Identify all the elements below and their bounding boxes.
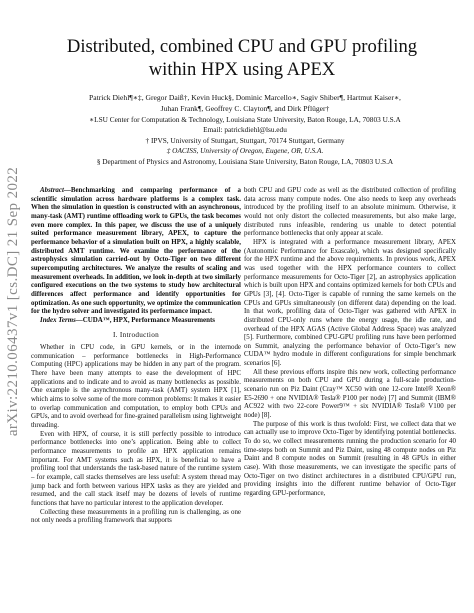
paper-title bbox=[30, 35, 454, 81]
body-paragraph: Even with HPX, of course, it is still perfectly possible to introduce performance bottlenecks into one’s application. Being able to collect performance measurements to profile an HPX application remains important. For AMT systems such as HPX, it is beneficial to have a profiling tool that understands the task-based nature of the runtime system – for example, call stacks themselves are less useful: A system thread may jump back and forth between various HPX tasks as they are yielded and resumed, and the call stack itself may be dozens of levels of runtime functions that have no particular interest to the application developer. bbox=[31, 429, 241, 507]
authors-line-1: Patrick Diehl¶∗‡, Gregor Daiß†, Kevin Huck§, Dominic Marcello∗, Sagiv Shiber¶, Hartmut Kaiser∗, bbox=[89, 93, 401, 102]
affiliation-line: † IPVS, University of Stuttgart, Stuttgart, 70174 Stuttgart, Germany bbox=[145, 135, 345, 145]
right-column bbox=[244, 186, 456, 498]
arxiv-identifier-stamp bbox=[4, 136, 24, 466]
affiliation-line: § Department of Physics and Astronomy, Louisiana State University, Baton Rouge, LA, 70803 U.S.A bbox=[96, 156, 394, 166]
abstract-text: —Benchmarking and comparing performance of a scientific simulation across hardware platforms is a complex task. When the simulation in question is constructed with an asynchronous, many-task (AMT) runtime offloading work to GPUs, the task becomes even more complex. In this paper, we discuss the use of a uniquely suited performance measurement library, APEX, to capture the performance behavior of a simulation built on HPX, a highly scalable, distributed AMT runtime. We examine the performance of the astrophysics simulation carried-out by Octo-Tiger on two different supercomputing architectures. We analyze the results of scaling and measurement overheads. In addition, we look in-depth at two similarly configured executions on the two systems to study how architectural differences affect performance and identify opportunities for optimization. As one such opportunity, we optimize the communication for the hydro solver and investigated its performance impact. bbox=[31, 186, 241, 316]
index-terms bbox=[31, 316, 241, 325]
body-paragraph: HPX is integrated with a performance measurement library, APEX (Autonomic Performance for Exascale), which was designed specifically for the HPX runtime and the above requirements. In previous work, APEX was used together with the HPX performance counters to collect performance measurements for Octo-Tiger [2], an astrophysics application which is built upon HPX and contains optimized kernels for both CPUs and GPUs [3], [4]. Octo-Tiger is capable of running the same kernels on the CPUs and GPUs simultaneously (on different data) depending on the load. In that work, profiling data of Octo-Tiger was gathered with APEX in distributed CPU-only runs where the energy usage, the idle rate, and overhead of the HPX AGAS (Active Global Address Space) was analyzed [5]. Furthermore, combined CPU-GPU profiling runs have been performed on Summit, analyzing the performance behavior of Octo-Tiger’s new CUDA™ hydro module in different configurations for simple benchmark scenarios [6]. bbox=[244, 237, 456, 368]
title-line-2: within HPX using APEX bbox=[148, 59, 336, 80]
index-terms-text: —CUDA™, HPX, Performance Measurements bbox=[75, 315, 215, 324]
authors-line-2: Juhan Frank¶, Geoffrey C. Clayton¶, and Dirk Pflüger† bbox=[160, 103, 330, 113]
body-paragraph: The purpose of this work is thus twofold: First, we collect data that we can actually use to improve Octo-Tiger by identifying potential bottlenecks. To do so, we collect measurements running the production scenario for 40 time-steps both on Summit and Piz Daint, using 48 compute nodes on Piz Daint and 8 compute nodes on Summit (resulting in 48 GPUs in either case). With those measurements, we can investigate the specific parts of Octo-Tiger on two distinct architectures in a distributed CPU/GPU run, providing insights into the different runtime behavior of Octo-Tiger regarding GPU-performance, bbox=[244, 419, 456, 497]
arxiv-identifier-text: arXiv:2210.06437v1 [cs.DC] 21 Sep 2022 bbox=[5, 166, 22, 436]
affiliation-line: Email: patrickdiehl@lsu.edu bbox=[203, 125, 287, 135]
affiliation-line: ∗LSU Center for Computation & Technology, Louisiana State University, Baton Rouge, LA, 70803 U.S.A bbox=[89, 115, 401, 124]
body-paragraph: both CPU and GPU code as well as the distributed collection of profiling data across many compute nodes. One also needs to keep any overheads introduced by the profiling itself to an absolute minimum. Otherwise, it would not only distort the collected measurements, but also make large, distributed runs infeasible, rendering us unable to detect potential performance bottlenecks that only appear at scale. bbox=[244, 186, 456, 238]
affiliations bbox=[30, 115, 460, 167]
body-paragraph: All these previous efforts inspire this new work, collecting performance measurements on both CPU and GPU during a full-scale production-scenario run on Piz Daint (Cray™ XC50 with one 12-core Intel® Xeon® E5-2690 + one NVIDIA® Tesla® P100 per node) [7] and Summit (IBM® AC922 with two 22-core Power9™ + six NVIDIA® Tesla® V100 per node) [8]. bbox=[244, 367, 456, 420]
abstract bbox=[31, 186, 241, 316]
affiliation-line: ‡ OACISS, University of Oregon, Eugene, OR, U.S.A. bbox=[166, 146, 324, 156]
title-line-1: Distributed, combined CPU and GPU profiling bbox=[66, 36, 418, 57]
abstract-label: Abstract bbox=[40, 186, 64, 194]
section-heading-introduction: I. Introduction bbox=[112, 330, 160, 339]
author-list bbox=[30, 93, 460, 114]
index-terms-label: Index Terms bbox=[40, 315, 76, 324]
left-column bbox=[31, 186, 241, 525]
body-paragraph: Whether in CPU code, in GPU kernels, or in the internode communication – performance bottlenecks in High-Performance Computing (HPC) applications may be hidden in any part of the program. There have been many attempts to ease the development of HPC applications and to indicate and to avoid as many bottlenecks as possible. One example is the asynchronous many-task (AMT) system HPX [1], which aims to solve some of the more common problems: It makes it easier to overlap communication and computation, to employ both CPUs and GPUs, and to avoid overhead for fine-grained parallelism using lightweight threading. bbox=[31, 343, 241, 430]
body-paragraph: Collecting these measurements in a profiling run is challenging, as one not only needs a profiling framework that supports bbox=[31, 507, 241, 525]
